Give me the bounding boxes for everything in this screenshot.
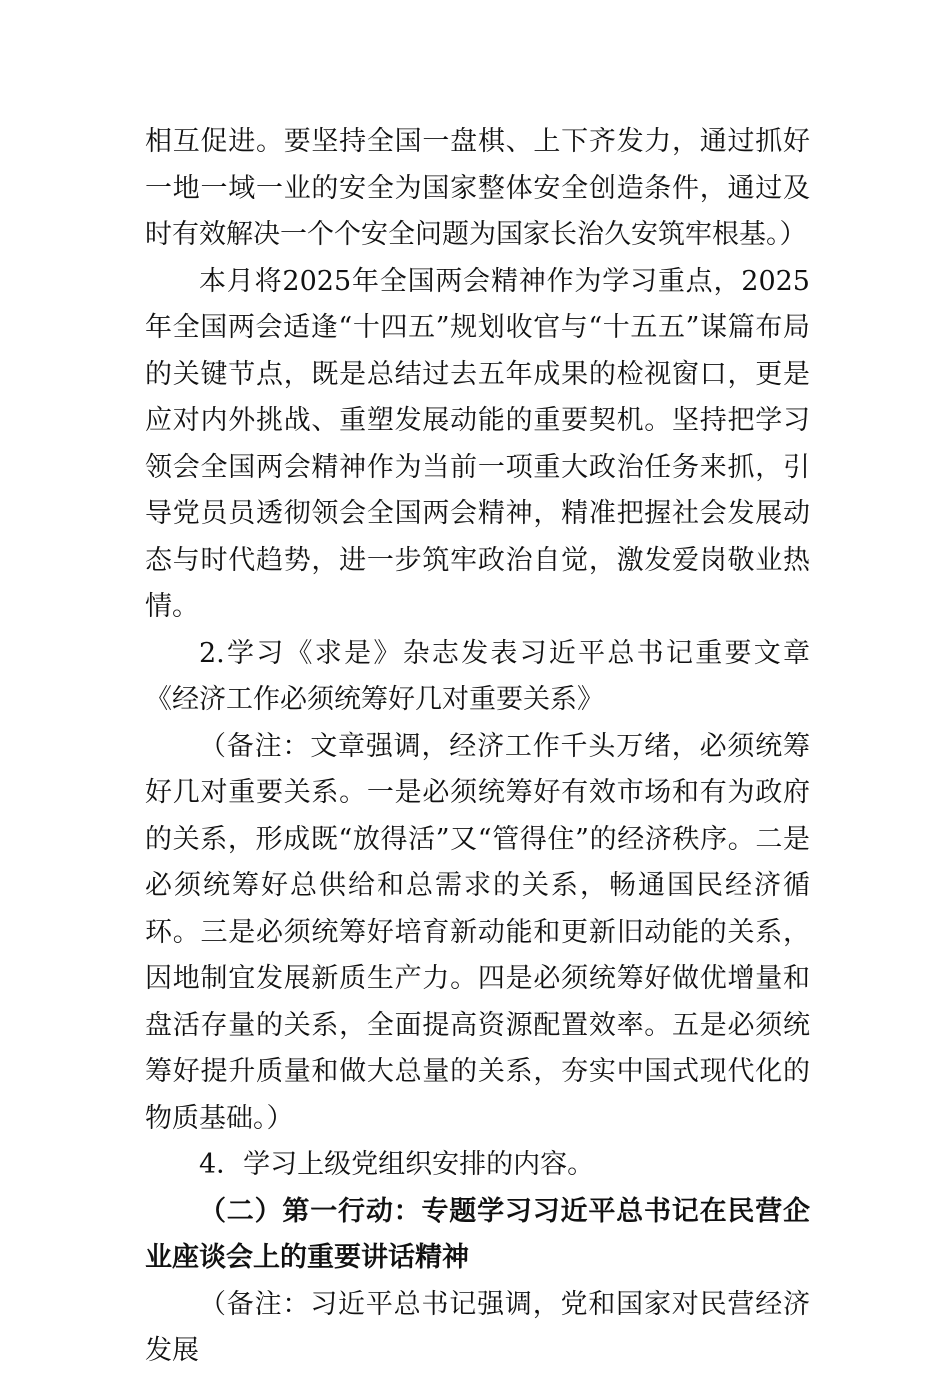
document-body	[145, 119, 810, 1375]
paragraph-continuation: 相互促进。要坚持全国一盘棋、上下齐发力，通过抓好一地一域一业的安全为国家整体安全创造条件，通过及时有效解决一个个安全问题为国家长治久安筑牢根基。）	[145, 126, 810, 250]
list-item-superior-content: 4．学习上级党组织安排的内容。	[199, 1149, 595, 1180]
paragraph-private-economy-note: （备注：习近平总书记强调，党和国家对民营经济发展	[145, 1288, 810, 1366]
paragraph-article-note: （备注：文章强调，经济工作千头万绪，必须统筹好几对重要关系。一是必须统筹好有效市场和有为政府的关系，形成既“放得活”又“管得住”的经济秩序。二是必须统筹好总供给和总需求的关系，畅通国民经济循环。三是必须统筹好培育新动能和更新旧动能的关系，因地制宜发展新质生产力。四是必须统筹好做优增量和盘活存量的关系，全面提高资源配置效率。五是必须统筹好提升质量和做大总量的关系，夯实中国式现代化的物质基础。）	[145, 730, 810, 1134]
paragraph-two-sessions: 本月将2025年全国两会精神作为学习重点，2025年全国两会适逢“十四五”规划收官与“十五五”谋篇布局的关键节点，既是总结过去五年成果的检视窗口，更是应对内外挑战、重塑发展动能的重要契机。坚持把学习领会全国两会精神作为当前一项重大政治任务来抓，引导党员员透彻领会全国两会精神，精准把握社会发展动态与时代趋势，进一步筑牢政治自觉，激发爱岗敬业热情。	[145, 265, 810, 622]
section-heading-first-action: （二）第一行动：专题学习习近平总书记在民营企业座谈会上的重要讲话精神	[145, 1195, 810, 1273]
list-item-qiushi-article: 2.学习《求是》杂志发表习近平总书记重要文章《经济工作必须统筹好几对重要关系》	[145, 637, 810, 715]
